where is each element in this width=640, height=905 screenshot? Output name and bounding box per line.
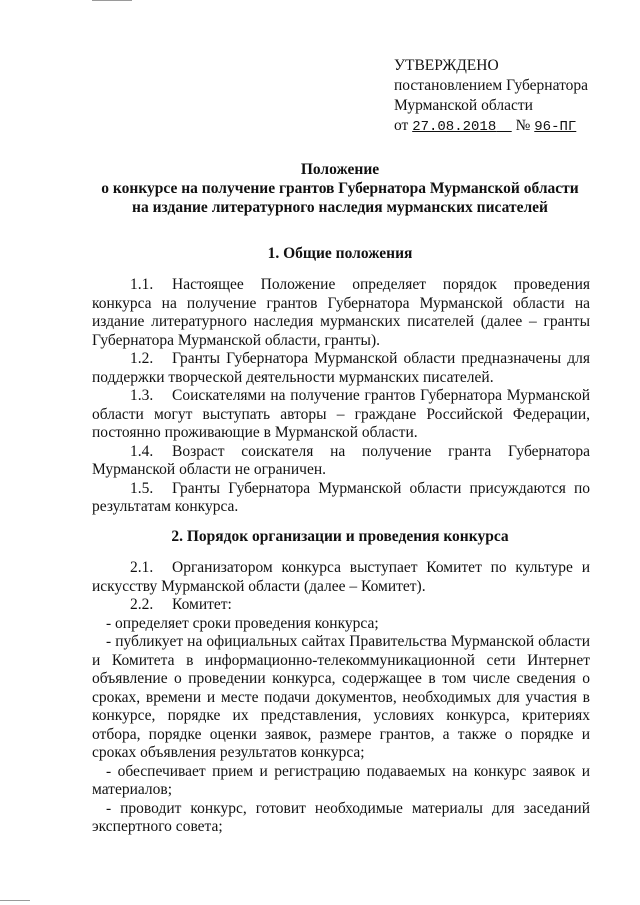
paragraph-1-4: 1.4. Возраст соискателя на получение гранта Губернатора Мурманской области не ограничен. bbox=[92, 442, 590, 478]
approval-number-label: № bbox=[515, 117, 531, 134]
approval-date-number bbox=[394, 116, 614, 137]
bullet-2: - публикует на официальных сайтах Правительства Мурманской области и Комитета в информационно-телекоммуникационной сети Интернет объявление о проведении конкурса, содержащее в том числе сведения о сроках, времени и месте подачи документов, необходимых для участия в конкурсе, порядке их представления, условиях конкурса, критериях отбора, порядке оценки заявок, размере грантов, а также о порядке и сроках объявления результатов конкурса; bbox=[92, 633, 590, 761]
approval-stamp bbox=[394, 56, 614, 137]
approval-date-prefix: от bbox=[394, 117, 409, 134]
approval-by: постановлением Губернатора bbox=[394, 77, 589, 94]
paragraph-1-5: 1.5. Гранты Губернатора Мурманской области присуждаются по результатам конкурса. bbox=[92, 479, 590, 515]
paragraph-2-2: 2.2. Комитет: bbox=[130, 596, 232, 613]
paragraph-1-1: 1.1. Настоящее Положение определяет порядок проведения конкурса на получение грантов Губернатора Мурманской области на издание литературного наследия мурманских писателей (далее – гранты Губернатора Мурманской области, гранты). bbox=[92, 276, 590, 349]
scan-mark-top bbox=[92, 0, 132, 1]
paragraph-1-3: 1.3. Соискателями на получение грантов Губернатора Мурманской области могут выступать авторы – граждане Российской Федерации, постоянно проживающие в Мурманской области. bbox=[92, 387, 590, 441]
title-line-1: Положение bbox=[300, 161, 380, 178]
scan-mark-bottom bbox=[0, 900, 30, 901]
section-2-heading: 2. Порядок организации и проведения конкурса bbox=[171, 528, 509, 545]
section-2-body bbox=[92, 559, 590, 837]
bullet-4: - проводит конкурс, готовит необходимые материалы для заседаний экспертного совета; bbox=[92, 799, 590, 835]
section-1-heading: 1. Общие положения bbox=[267, 245, 413, 262]
bullet-1: - определяет сроки проведения конкурса; bbox=[106, 614, 379, 632]
approval-region: Мурманской области bbox=[394, 97, 533, 114]
section-1-body bbox=[92, 276, 590, 517]
paragraph-1-2: 1.2. Гранты Губернатора Мурманской области предназначены для поддержки творческой деятельности мурманских писателей. bbox=[92, 350, 590, 386]
title-line-2: о конкурсе на получение грантов Губернатора Мурманской области bbox=[101, 180, 579, 197]
approval-date: 27.08.2018 bbox=[412, 119, 497, 135]
paragraph-2-1: 2.1. Организатором конкурса выступает Комитет по культуре и искусству Мурманской области (далее – Комитет). bbox=[92, 559, 590, 595]
title-line-3: на издание литературного наследия мурманских писателей bbox=[132, 199, 548, 216]
approval-number: 96-ПГ bbox=[534, 119, 577, 135]
approval-title: УТВЕРЖДЕНО bbox=[394, 57, 499, 74]
bullet-3: - обеспечивает прием и регистрацию подаваемых на конкурс заявок и материалов; bbox=[92, 762, 590, 798]
document-title bbox=[40, 160, 640, 217]
